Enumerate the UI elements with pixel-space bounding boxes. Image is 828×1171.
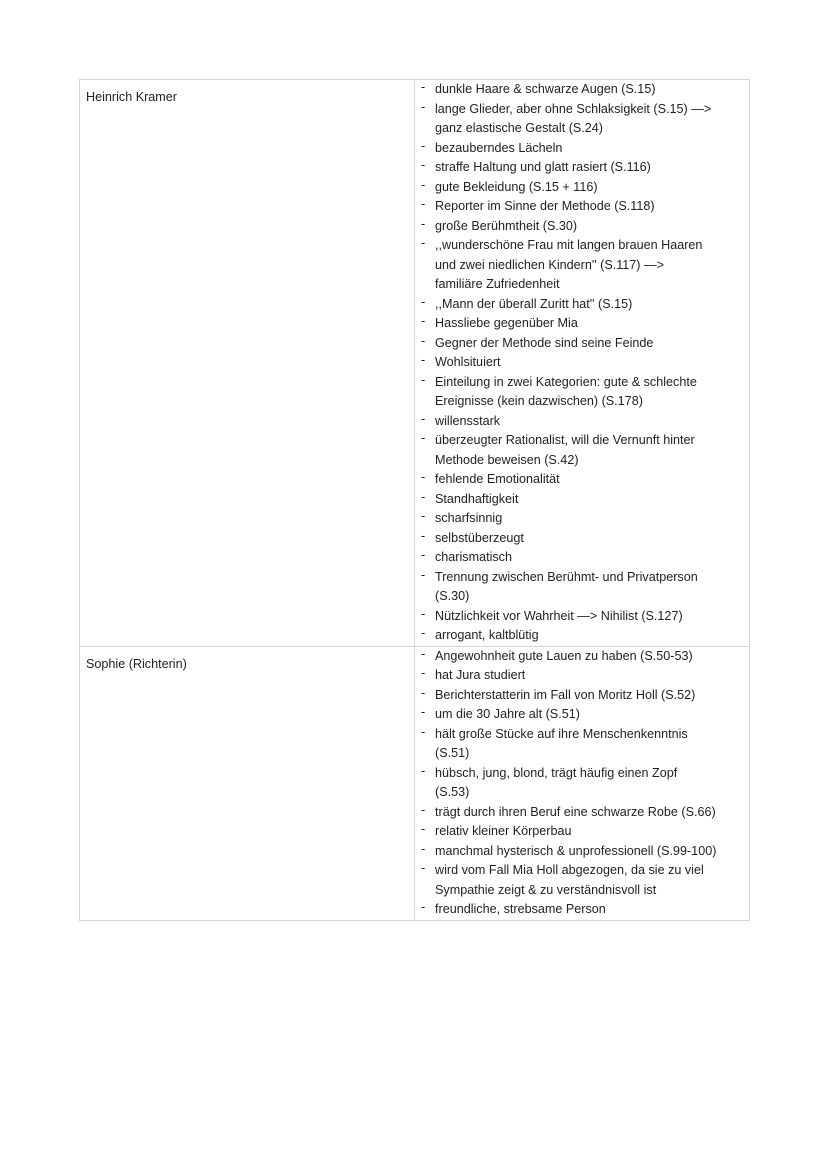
bullet-dash: -: [421, 509, 426, 523]
trait-text: Gegner der Methode sind seine Feinde: [435, 335, 654, 350]
trait-item: [415, 647, 749, 667]
trait-text: Sympathie zeigt & zu verständnisvoll ist: [435, 882, 657, 897]
trait-text: Angewohnheit gute Lauen zu haben (S.50-53): [435, 648, 693, 663]
bullet-dash: -: [421, 763, 426, 778]
trait-list: [415, 647, 749, 920]
trait-item: [415, 334, 749, 354]
trait-text: arrogant, kaltblütig: [435, 628, 539, 642]
trait-text: Wohlsituiert: [435, 355, 501, 369]
trait-text: familiäre Zufriedenheit: [435, 277, 560, 291]
bullet-dash: -: [421, 80, 426, 94]
bullet-dash: -: [421, 666, 426, 680]
bullet-dash: -: [421, 431, 426, 445]
trait-text: und zwei niedlichen Kindern'' (S.117) —>: [435, 257, 664, 272]
trait-text: bezauberndes Lächeln: [435, 140, 563, 155]
trait-item: [415, 568, 749, 607]
bullet-dash: -: [421, 333, 426, 348]
trait-item: [415, 705, 749, 725]
trait-text: überzeugter Rationalist, will die Vernunft hinter: [435, 433, 695, 447]
bullet-dash: -: [421, 411, 426, 426]
trait-text: freundliche, strebsame Person: [435, 902, 606, 916]
trait-text: relativ kleiner Körperbau: [435, 824, 572, 838]
trait-text: manchmal hysterisch & unprofessionell (S.99-100): [435, 843, 717, 858]
trait-item: [415, 529, 749, 549]
trait-item: [415, 803, 749, 823]
trait-text: Ereignisse (kein dazwischen) (S.178): [435, 394, 643, 408]
trait-text: charismatisch: [435, 550, 512, 564]
bullet-dash: -: [421, 99, 426, 114]
bullet-dash: -: [421, 372, 426, 387]
trait-text: (S.51): [435, 746, 470, 760]
trait-item: [415, 373, 749, 412]
bullet-dash: -: [421, 822, 426, 836]
trait-text: Nützlichkeit vor Wahrheit —> Nihilist (S.127): [435, 608, 683, 623]
bullet-dash: -: [421, 567, 426, 582]
bullet-dash: -: [421, 724, 426, 739]
traits-cell: [415, 646, 750, 920]
trait-item: [415, 353, 749, 373]
trait-item: [415, 178, 749, 198]
trait-item: [415, 842, 749, 862]
trait-text: um die 30 Jahre alt (S.51): [435, 707, 580, 721]
trait-item: [415, 217, 749, 237]
trait-item: [415, 100, 749, 139]
trait-text: ,,wunderschöne Frau mit langen brauen Haaren: [435, 238, 703, 252]
bullet-dash: -: [421, 626, 426, 640]
table-body: [80, 80, 750, 921]
trait-item: [415, 725, 749, 764]
bullet-dash: -: [421, 685, 426, 700]
bullet-dash: -: [421, 841, 426, 856]
trait-text: ,,Mann der überall Zuritt hat'' (S.15): [435, 296, 633, 311]
bullet-dash: -: [421, 470, 426, 484]
table-row: [80, 646, 750, 920]
trait-text: lange Glieder, aber ohne Schlaksigkeit (S.15) —>: [435, 101, 712, 116]
trait-text: scharfsinnig: [435, 511, 503, 525]
bullet-dash: -: [421, 314, 426, 328]
bullet-dash: -: [421, 197, 426, 211]
trait-text: trägt durch ihren Beruf eine schwarze Robe (S.66): [435, 804, 716, 819]
trait-text: wird vom Fall Mia Holl abgezogen, da sie zu viel: [435, 863, 704, 877]
trait-item: [415, 861, 749, 900]
trait-list: [415, 80, 749, 646]
trait-item: [415, 548, 749, 568]
trait-item: [415, 139, 749, 159]
trait-text: willensstark: [435, 413, 501, 428]
traits-cell: [415, 80, 750, 647]
trait-text: Trennung zwischen Berühmt- und Privatperson: [435, 569, 698, 584]
bullet-dash: -: [421, 177, 426, 192]
trait-text: straffe Haltung und glatt rasiert (S.116): [435, 160, 651, 174]
trait-text: Reporter im Sinne der Methode (S.118): [435, 199, 655, 213]
trait-text: (S.53): [435, 785, 470, 799]
trait-text: (S.30): [435, 589, 470, 603]
trait-item: [415, 666, 749, 686]
trait-item: [415, 158, 749, 178]
bullet-dash: -: [421, 489, 426, 504]
trait-text: fehlende Emotionalität: [435, 472, 560, 486]
trait-text: Einteilung in zwei Kategorien: gute & schlechte: [435, 374, 697, 389]
trait-item: [415, 822, 749, 842]
trait-text: Standhaftigkeit: [435, 491, 519, 506]
bullet-dash: -: [421, 236, 426, 250]
bullet-dash: -: [421, 528, 426, 543]
trait-text: Hassliebe gegenüber Mia: [435, 316, 578, 330]
bullet-dash: -: [421, 900, 426, 914]
trait-text: hübsch, jung, blond, trägt häufig einen Zopf: [435, 765, 678, 780]
trait-item: [415, 470, 749, 490]
bullet-dash: -: [421, 646, 426, 661]
trait-text: gute Bekleidung (S.15 + 116): [435, 179, 598, 194]
trait-item: [415, 900, 749, 920]
character-name-cell: [80, 646, 415, 920]
trait-item: [415, 314, 749, 334]
character-name: Sophie (Richterin): [86, 656, 187, 671]
bullet-dash: -: [421, 294, 426, 309]
bullet-dash: -: [421, 606, 426, 621]
bullet-dash: -: [421, 802, 426, 817]
trait-text: Methode beweisen (S.42): [435, 452, 579, 467]
bullet-dash: -: [421, 705, 426, 719]
trait-text: dunkle Haare & schwarze Augen (S.15): [435, 82, 656, 96]
trait-text: große Berühmtheit (S.30): [435, 218, 578, 233]
trait-item: [415, 626, 749, 646]
character-name: Heinrich Kramer: [86, 90, 177, 104]
trait-item: [415, 197, 749, 217]
bullet-dash: -: [421, 138, 426, 153]
bullet-dash: -: [421, 548, 426, 562]
trait-item: [415, 431, 749, 470]
trait-text: selbstüberzeugt: [435, 530, 524, 545]
trait-item: [415, 412, 749, 432]
trait-item: [415, 80, 749, 100]
bullet-dash: -: [421, 861, 426, 875]
trait-item: [415, 236, 749, 295]
table-row: [80, 80, 750, 647]
bullet-dash: -: [421, 216, 426, 231]
trait-text: hält große Stücke auf ihre Menschenkenntnis: [435, 726, 688, 741]
bullet-dash: -: [421, 353, 426, 367]
trait-text: Berichterstatterin im Fall von Moritz Holl (S.52): [435, 687, 696, 702]
trait-text: hat Jura studiert: [435, 668, 526, 682]
character-traits-table: [79, 79, 750, 921]
character-name-cell: [80, 80, 415, 647]
trait-item: [415, 607, 749, 627]
trait-item: [415, 295, 749, 315]
trait-item: [415, 490, 749, 510]
trait-item: [415, 686, 749, 706]
trait-item: [415, 764, 749, 803]
trait-item: [415, 509, 749, 529]
trait-text: ganz elastische Gestalt (S.24): [435, 121, 603, 135]
bullet-dash: -: [421, 158, 426, 172]
